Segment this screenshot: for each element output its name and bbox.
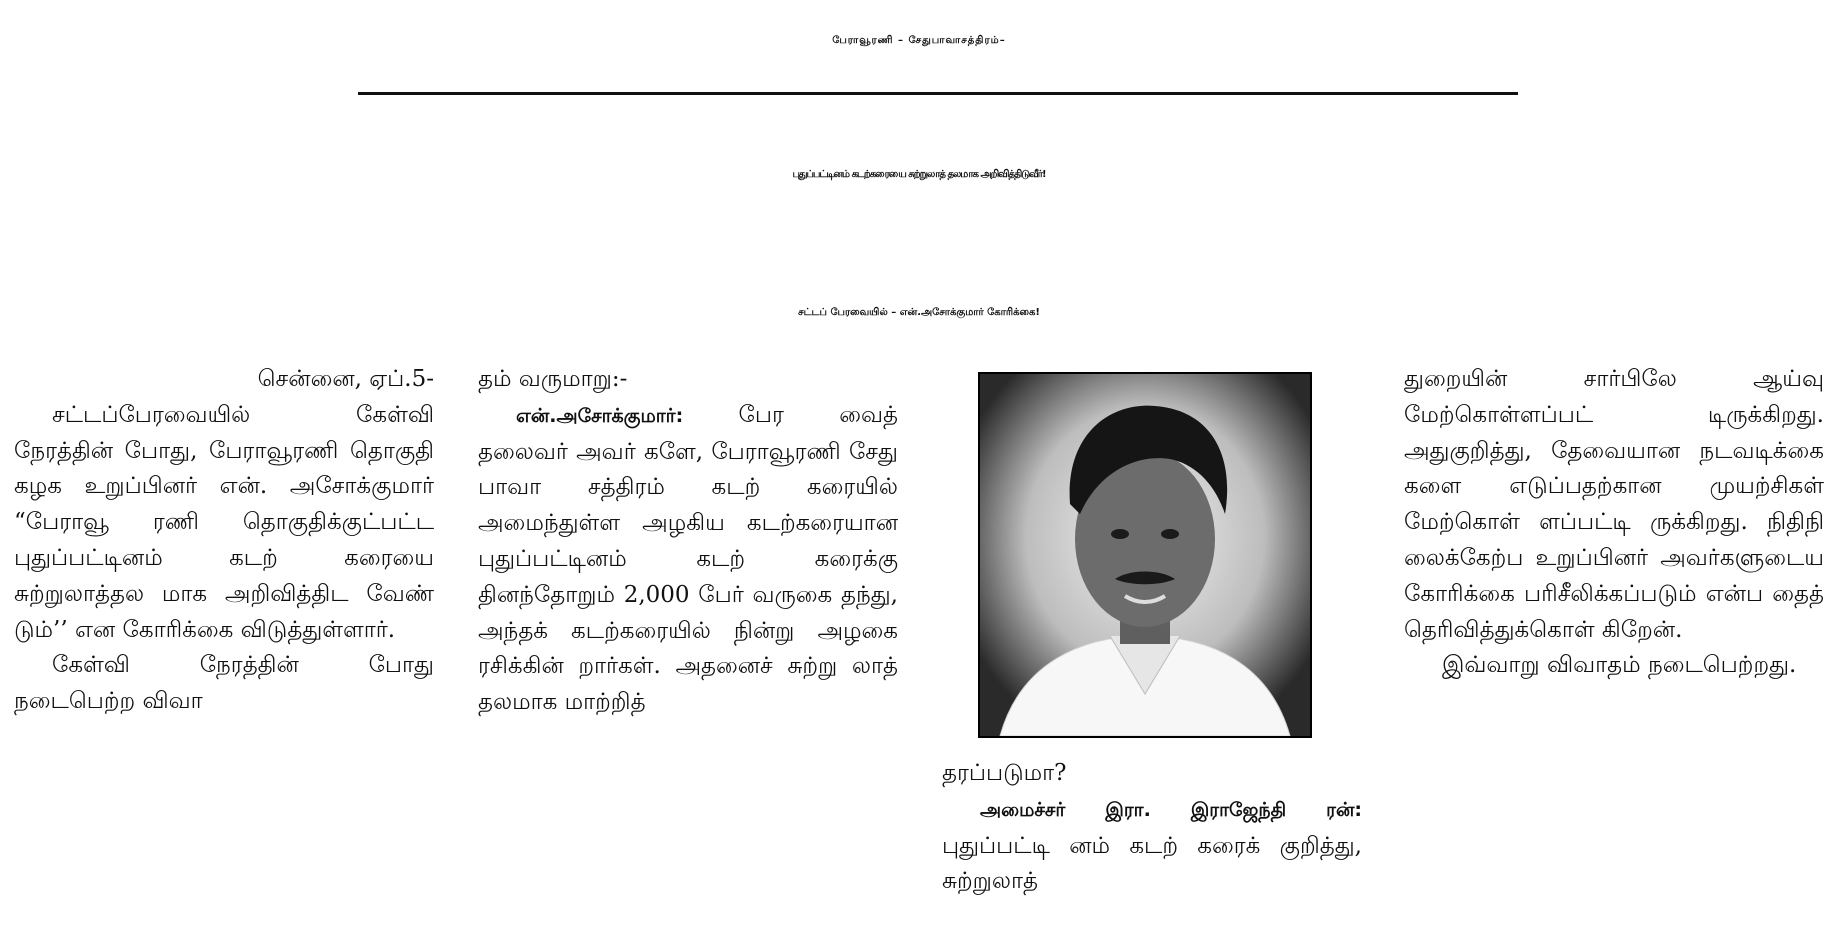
column-2-paragraph-2 <box>478 398 898 721</box>
column-4-paragraph-1: துறையின் சார்பிலே ஆய்வு மேற்கொள்ளப்பட் டிருக்கிறது. அதுகுறித்து, தேவையான நடவடிக்கை களை எடுப்பதற்கான முயற்சிகள் மேற்கொள் ளப்பட்டி ருக்கிறது. நிதிநி லைக்கேற்ப உறுப்பினர் அவர்களுடைய கோரிக்கை பரிசீலிக்கப்படும் என்ப தைத் தெரிவித்துக்கொள் கிறேன். <box>1404 366 1824 643</box>
speaker-label: என்.அசோக்குமார்: <box>516 404 684 427</box>
article-subheadline: சட்டப் பேரவையில் – என்.அசோக்குமார் கோரிக்கை! <box>798 307 1040 318</box>
column-4-paragraph-2: இவ்வாறு விவாதம் நடைபெற்றது. <box>1442 652 1797 679</box>
portrait-photo <box>978 372 1312 738</box>
article-kicker: பேராவூரணி – சேதுபாவாசத்திரம்– <box>832 35 1006 46</box>
column-2-paragraph-1: தம் வருமாறு:- <box>478 366 628 392</box>
article-column-2 <box>478 362 898 721</box>
speech-text: பேர வைத் தலைவர் அவர் களே, பேராவூரணி சேது பாவா சத்திரம் கடற் கரையில் அமைந்துள்ள அழகிய கடற்கரையான புதுப்பட்டினம் கடற் கரைக்கு தினந்தோறும் 2,000 பேர் வருகை தந்து, அந்தக் கடற்கரையில் நின்று அழகை ரசிக்கின் றார்கள். அதனைச் சுற்று லாத் தலமாக மாற்றித் <box>478 401 898 716</box>
column-1-paragraph-1: சட்டப்பேரவையில் கேள்வி நேரத்தின் போது, பேராவூரணி தொகுதி கழக உறுப்பினர் என். அசோக்குமார் “பேராவூ ரணி தொகுதிக்குட்பட்ட புதுப்பட்டினம் கடற் கரையை சுற்றுலாத்தல மாக அறிவித்திட வேண் டும்’’ என கோரிக்கை விடுத்துள்ளார். <box>14 401 434 643</box>
article-column-3 <box>942 756 1362 900</box>
column-1-paragraph-2: கேள்வி நேரத்தின் போது நடைபெற்ற விவா <box>14 652 434 715</box>
column-3-paragraph-1: தரப்படுமா? <box>942 760 1067 786</box>
article-column-1 <box>14 362 434 720</box>
kicker-underline <box>358 92 1518 95</box>
article-headline: புதுப்பட்டினம் கடற்கரையை சுற்றுலாத் தலமாக அறிவித்திடுவீர்! <box>792 169 1046 180</box>
article-column-4 <box>1404 362 1824 684</box>
speaker-label: அமைச்சர் இரா. இராஜேந்தி ரன்: <box>980 798 1362 821</box>
dateline: சென்னை, ஏப்.5- <box>257 366 434 392</box>
column-3-paragraph-2 <box>942 792 1362 900</box>
speech-text: புதுப்பட்டி னம் கடற் கரைக் குறித்து, சுற்றுலாத் <box>942 832 1362 895</box>
